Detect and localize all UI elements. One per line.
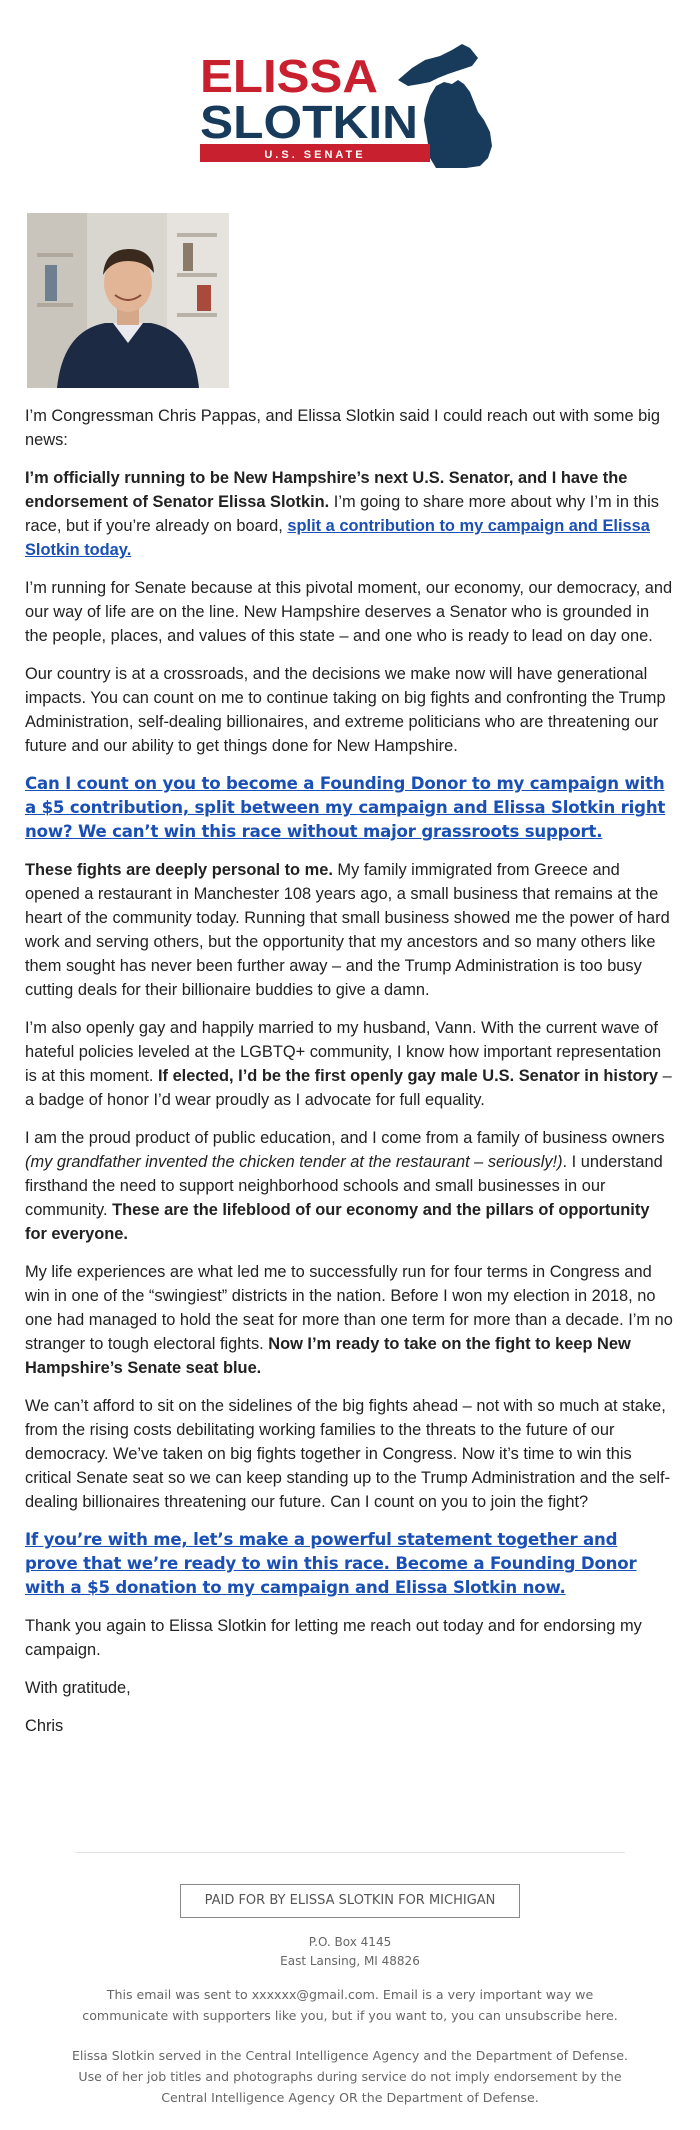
logo-first-name: ELISSA [200,50,378,102]
logo-graphic [0,40,700,170]
cta-paragraph-2 [25,1528,673,1600]
education-bold: These are the lifeblood of our economy and the pillars of opportunity for everyone. [25,1201,650,1243]
senate-reason-paragraph: I’m running for Senate because at this pivotal moment, our economy, our democracy, and our way of life are on the line. New Hampshire deserves a Senator who is grounded in the people, places, and values of this state – and one who is ready to lead on day one. [25,579,673,645]
intro-paragraph: I’m Congressman Chris Pappas, and Elissa Slotkin said I could reach out with some big news: [25,407,660,449]
experience-paragraph [25,1260,673,1380]
experience-text: My life experiences are what led me to successfully run for four terms in Congress and win in one of the “swingiest” districts in the nation. Before I won my election in 2018, no one had managed to hold the seat for more than one term for more than a decade. I’m no stranger to tough electoral fights. [25,1263,673,1353]
donate-now-link[interactable]: If you’re with me, let’s make a powerful statement together and prove that we’re ready to win this race. Become a Founding Donor with a $5 donation to my campaign and Elissa Slotkin now. [25,1530,637,1597]
education-italic: (my grandfather invented the chicken tender at the restaurant – seriously!) [25,1153,563,1171]
signature: Chris [25,1717,64,1735]
representation-paragraph [25,1016,673,1112]
education-text: I am the proud product of public education, and I come from a family of business owners [25,1129,665,1147]
paid-for-box: PAID FOR BY ELISSA SLOTKIN FOR MICHIGAN [180,1884,520,1918]
address-line-2: East Lansing, MI 48826 [280,1954,420,1968]
experience-bold: Now I’m ready to take on the fight to keep New Hampshire’s Senate seat blue. [25,1335,631,1377]
founding-donor-link[interactable]: Can I count on you to become a Founding Donor to my campaign with a $5 contribution, split between my campaign and Elissa Slotkin right now? We can’t win this race without major grassroots support. [25,774,666,841]
candidate-photo [27,213,229,388]
email-body [25,404,673,1752]
email-notice [70,1984,630,2026]
recipient-email: xxxxxx@gmail.com [251,1987,375,2002]
sidelines-paragraph: We can’t afford to sit on the sidelines of the big fights ahead – not with so much at stake, from the rising costs debilitating working families to the threats to the future of our democracy. We’ve taken on big fights together in Congress. Now it’s time to win this critical Senate seat so we can keep standing up to the Trump Administration and the self-dealing billionaires threatening our future. Can I count on you to join the fight? [25,1397,671,1511]
personal-paragraph [25,858,673,1002]
split-contribution-link[interactable]: split a contribution to my campaign and Elissa Slotkin today. [25,517,650,559]
footer-divider [75,1852,625,1853]
logo-banner-text: U.S. SENATE [264,149,366,161]
portrait-photo-icon [27,213,229,388]
mailing-address [0,1933,700,1971]
representation-end: – a badge of honor I’d wear proudly as I advocate for full equality. [25,1067,672,1109]
education-mid: . I understand firsthand the need to support neighborhood schools and small businesses in our community. [25,1153,663,1219]
unsubscribe-link[interactable]: . Email is a very important way we communicate with supporters like you, but if you want to, you can unsubscribe here. [82,1987,618,2023]
announcement-paragraph [25,466,673,562]
representation-text: I’m also openly gay and happily married to my husband, Vann. With the current wave of hateful policies leveled at the LGBTQ+ community, I know how important representation is at this moment. [25,1019,662,1085]
personal-text: My family immigrated from Greece and opened a restaurant in Manchester 108 years ago, a small business that remains at the heart of the community today. Running that small business showed me the power of hard work and serving others, but the opportunity that my ancestors and so many others like them sought has never been further away – and the Trump Administration is too busy cutting deals for their billionaire buddies to give a damn. [25,861,670,999]
cta-paragraph-1 [25,772,673,844]
personal-bold: These fights are deeply personal to me. [25,861,333,879]
announcement-bold: I’m officially running to be New Hampshire’s next U.S. Senator, and I have the endorsement of Senator Elissa Slotkin. [25,469,628,511]
announcement-text: I’m going to share more about why I’m in this race, but if you’re already on board, [25,493,660,535]
notice-pre: This email was sent to [106,1987,252,2002]
education-paragraph [25,1126,673,1246]
crossroads-paragraph: Our country is at a crossroads, and the decisions we make now will have generational impacts. You can count on me to continue taking on big fights and confronting the Trump Administration, self-dealing billionaires, and extreme politicians who are threatening our future and our ability to get things done for New Hampshire. [25,665,666,755]
thanks-paragraph: Thank you again to Elissa Slotkin for letting me reach out today and for endorsing my campaign. [25,1617,642,1659]
representation-bold: If elected, I’d be the first openly gay male U.S. Senator in history [158,1067,659,1085]
closing-line: With gratitude, [25,1679,131,1697]
logo-last-name: SLOTKIN [200,96,418,148]
campaign-logo[interactable] [0,40,700,170]
service-disclaimer: Elissa Slotkin served in the Central Intelligence Agency and the Department of Defense. Use of her job titles and photographs during service do not imply endorsement by the Central Intelligence Agency OR the Department of Defense. [71,2048,629,2105]
address-line-1: P.O. Box 4145 [308,1935,392,1949]
